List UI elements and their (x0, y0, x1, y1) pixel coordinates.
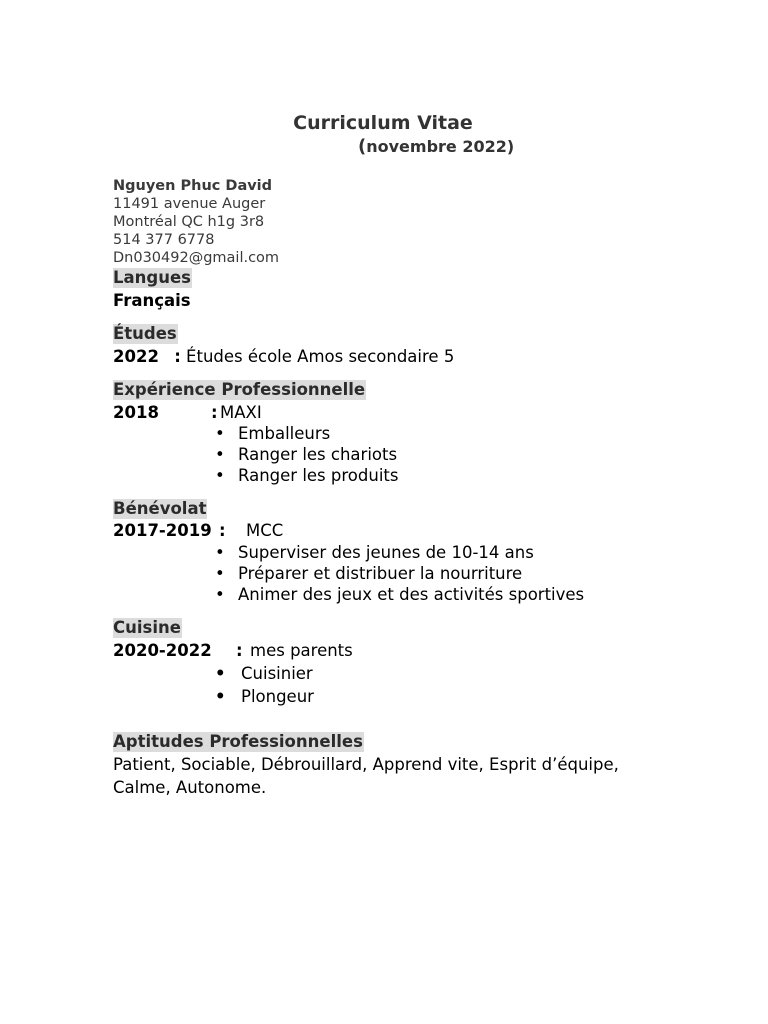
experience-employer: MAXI (220, 403, 262, 422)
contact-address: 11491 avenue Auger (113, 196, 266, 212)
cuisine-separator: : (236, 641, 243, 660)
bullet-marker: • (215, 543, 225, 562)
etudes-year: 2022 (113, 347, 159, 366)
bullet-marker: • (215, 424, 225, 443)
cuisine-place: mes parents (250, 641, 353, 660)
experience-entry (113, 403, 159, 423)
experience-item: Ranger les chariots (238, 445, 398, 464)
experience-separator: : (211, 403, 218, 422)
experience-item: Emballeurs (238, 424, 331, 443)
bullet-marker: • (215, 564, 225, 583)
etudes-text: Études école Amos secondaire 5 (186, 347, 455, 366)
bullet-marker: • (215, 687, 226, 706)
contact-block (113, 177, 279, 267)
benevolat-org: MCC (246, 521, 284, 540)
cuisine-year: 2020-2022 (113, 641, 212, 660)
subtitle-text: novembre 2022) (366, 137, 515, 156)
bullet-marker: • (215, 466, 225, 485)
aptitudes-text: Patient, Sociable, Débrouillard, Apprend vite, Esprit d’équipe, Calme, Autonome. (113, 755, 619, 797)
contact-email: Dn030492@gmail.com (113, 250, 280, 266)
contact-name: Nguyen Phuc David (113, 178, 273, 194)
cuisine-item: Cuisinier (241, 664, 313, 683)
section-heading-etudes: Études (113, 324, 177, 343)
benevolat-separator: : (219, 521, 226, 540)
section-heading-experience: Expérience Professionnelle (113, 380, 366, 399)
bullet-marker: • (215, 445, 225, 464)
bullet-marker: • (215, 585, 225, 604)
benevolat-year: 2017-2019 (113, 521, 212, 540)
benevolat-item: Superviser des jeunes de 10-14 ans (238, 543, 534, 562)
page-subtitle (358, 136, 514, 157)
section-heading-benevolat: Bénévolat (113, 499, 207, 518)
experience-year: 2018 (113, 403, 159, 422)
etudes-separator: : (174, 347, 181, 366)
page-title: Curriculum Vitae (293, 112, 473, 134)
etudes-entry (113, 347, 454, 367)
section-heading-cuisine: Cuisine (113, 618, 181, 637)
benevolat-item: Préparer et distribuer la nourriture (238, 564, 523, 583)
langues-value: Français (113, 291, 191, 310)
contact-phone: 514 377 6778 (113, 232, 215, 248)
section-heading-aptitudes: Aptitudes Professionnelles (113, 732, 363, 751)
section-heading-langues: Langues (113, 268, 191, 287)
subtitle-paren: ( (358, 136, 367, 157)
contact-city: Montréal QC h1g 3r8 (113, 214, 265, 230)
cuisine-item: Plongeur (241, 687, 314, 706)
bullet-marker: • (215, 664, 226, 683)
experience-item: Ranger les produits (238, 466, 399, 485)
benevolat-item: Animer des jeux et des activités sportives (238, 585, 585, 604)
